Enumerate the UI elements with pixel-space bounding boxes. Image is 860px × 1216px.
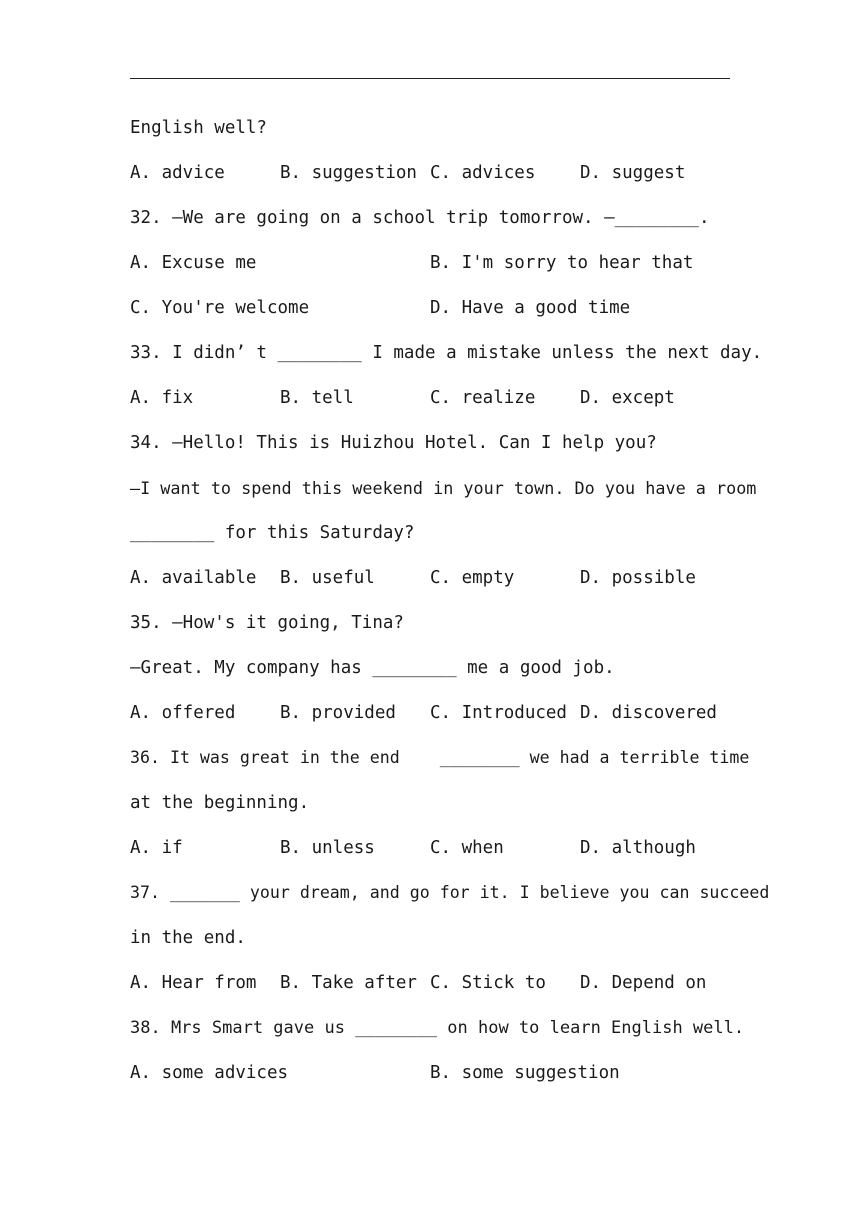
q34-option-c: C. empty xyxy=(430,568,515,588)
question-37: 37. _______ your dream, and go for it. I believe you can succeed xyxy=(130,883,770,902)
q36-option-d: D. although xyxy=(580,838,696,858)
q35-option-d: D. discovered xyxy=(580,703,717,723)
q37-option-c: C. Stick to xyxy=(430,973,546,993)
q33-option-d: D. except xyxy=(580,388,675,408)
q37-option-d: D. Depend on xyxy=(580,973,707,993)
question-34-reply: —I want to spend this weekend in your town. Do you have a room xyxy=(130,478,757,498)
question-34-reply-cont: ________ for this Saturday? xyxy=(130,523,415,543)
q33-option-b: B. tell xyxy=(280,388,354,408)
question-35-reply: —Great. My company has ________ me a good job. xyxy=(130,658,615,678)
q34-option-b: B. useful xyxy=(280,568,375,588)
question-36: 36. It was great in the end ________ we had a terrible time xyxy=(130,748,750,767)
q32-option-d: D. Have a good time xyxy=(430,298,631,318)
question-36-cont: at the beginning. xyxy=(130,793,310,813)
q38-option-a: A. some advices xyxy=(130,1063,289,1083)
question-33: 33. I didn’ t ________ I made a mistake unless the next day. xyxy=(130,343,763,363)
question-31-tail: English well? xyxy=(130,118,267,138)
q32-option-c: C. You're welcome xyxy=(130,298,310,318)
q31-option-c: C. advices xyxy=(430,163,536,183)
q36-option-b: B. unless xyxy=(280,838,375,858)
q35-option-a: A. offered xyxy=(130,703,236,723)
question-34: 34. —Hello! This is Huizhou Hotel. Can I help you? xyxy=(130,433,657,453)
q34-option-d: D. possible xyxy=(580,568,696,588)
q31-option-b: B. suggestion xyxy=(280,163,417,183)
q38-option-b: B. some suggestion xyxy=(430,1063,620,1083)
q35-option-b: B. provided xyxy=(280,703,396,723)
q36-option-a: A. if xyxy=(130,838,183,858)
q32-option-b: B. I'm sorry to hear that xyxy=(430,253,694,273)
q34-option-a: A. available xyxy=(130,568,257,588)
header-rule xyxy=(130,78,730,79)
question-38: 38. Mrs Smart gave us ________ on how to learn English well. xyxy=(130,1018,745,1038)
q31-option-d: D. suggest xyxy=(580,163,686,183)
q37-option-a: A. Hear from xyxy=(130,973,257,993)
question-32: 32. —We are going on a school trip tomorrow. —________. xyxy=(130,208,710,228)
q36-option-c: C. when xyxy=(430,838,504,858)
question-35: 35. —How's it going, Tina? xyxy=(130,613,404,633)
q35-option-c: C. Introduced xyxy=(430,703,567,723)
q37-option-b: B. Take after xyxy=(280,973,417,993)
q33-option-c: C. realize xyxy=(430,388,536,408)
q32-option-a: A. Excuse me xyxy=(130,253,257,273)
q33-option-a: A. fix xyxy=(130,388,194,408)
question-37-cont: in the end. xyxy=(130,928,246,948)
q31-option-a: A. advice xyxy=(130,163,225,183)
